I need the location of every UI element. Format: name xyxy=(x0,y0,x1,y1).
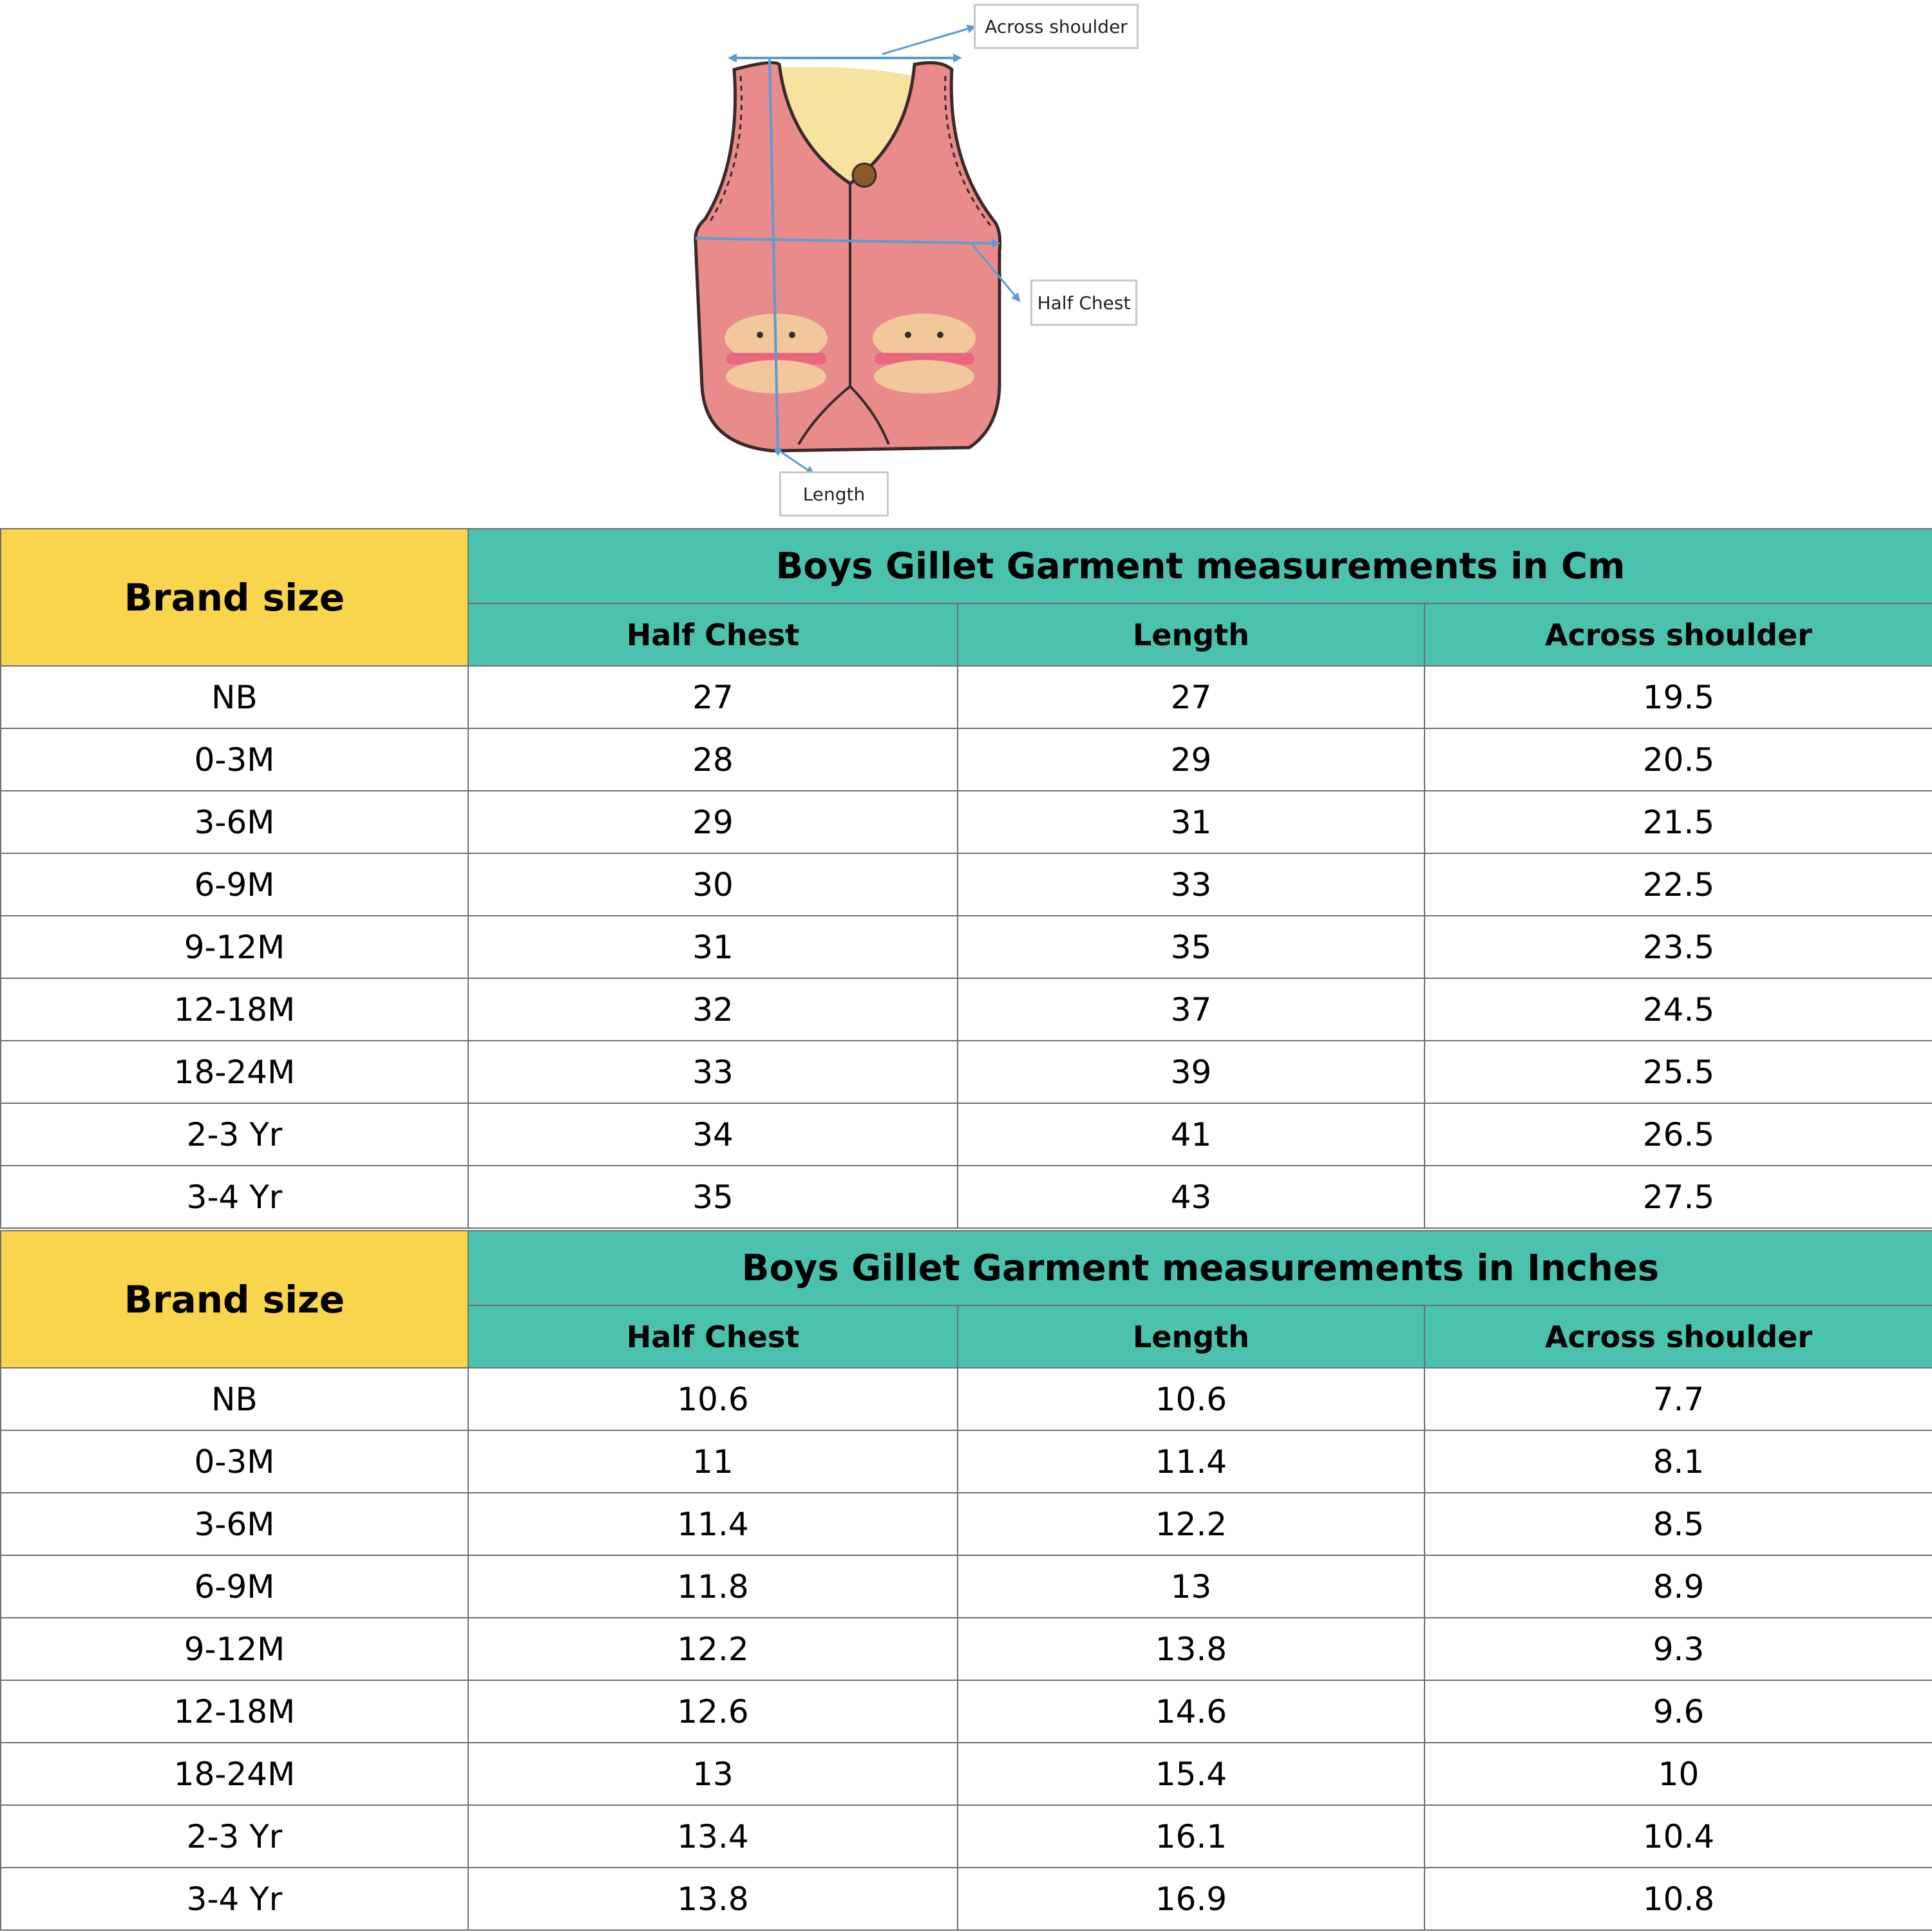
half-chest-cell: 34 xyxy=(468,1103,958,1166)
half-chest-cell: 11.8 xyxy=(468,1555,958,1618)
length-cell: 39 xyxy=(958,1041,1425,1103)
length-cell: 41 xyxy=(958,1103,1425,1166)
brand-size-cell: 18-24M xyxy=(1,1041,468,1103)
brand-size-header: Brand size xyxy=(1,1231,468,1368)
column-header-length: Length xyxy=(958,603,1425,666)
half-chest-cell: 11 xyxy=(468,1430,958,1493)
across-shoulder-cell: 7.7 xyxy=(1425,1368,1932,1430)
column-header-half-chest: Half Chest xyxy=(468,1305,958,1368)
brand-size-cell: NB xyxy=(1,1368,468,1430)
half-chest-cell: 29 xyxy=(468,791,958,853)
table-title-row xyxy=(1,529,1932,603)
table-row xyxy=(1,1868,1932,1930)
length-cell: 10.6 xyxy=(958,1368,1425,1430)
across-shoulder-leader xyxy=(882,27,974,54)
right-pocket-burger xyxy=(873,314,976,393)
across-shoulder-cell: 23.5 xyxy=(1425,916,1932,978)
length-cell: 35 xyxy=(958,916,1425,978)
half-chest-cell: 28 xyxy=(468,728,958,791)
length-cell: 33 xyxy=(958,853,1425,916)
brand-size-cell: NB xyxy=(1,666,468,728)
across-shoulder-cell: 8.9 xyxy=(1425,1555,1932,1618)
across-shoulder-cell: 10.4 xyxy=(1425,1805,1932,1868)
brand-size-header: Brand size xyxy=(1,529,468,666)
half-chest-cell: 33 xyxy=(468,1041,958,1103)
half-chest-cell: 35 xyxy=(468,1166,958,1228)
half-chest-cell: 32 xyxy=(468,978,958,1041)
across-shoulder-cell: 22.5 xyxy=(1425,853,1932,916)
garment-diagram xyxy=(0,0,1932,528)
table-row xyxy=(1,1493,1932,1555)
across-shoulder-cell: 19.5 xyxy=(1425,666,1932,728)
length-cell: 12.2 xyxy=(958,1493,1425,1555)
across-shoulder-cell: 9.6 xyxy=(1425,1680,1932,1743)
brand-size-cell: 0-3M xyxy=(1,1430,468,1493)
vest-button xyxy=(853,164,876,187)
table-row xyxy=(1,728,1932,791)
table-row xyxy=(1,1103,1932,1166)
brand-size-cell: 3-6M xyxy=(1,1493,468,1555)
brand-size-cell: 3-4 Yr xyxy=(1,1868,468,1930)
table-title: Boys Gillet Garment measurements in Cm xyxy=(468,529,1932,603)
across-shoulder-cell: 8.5 xyxy=(1425,1493,1932,1555)
length-cell: 27 xyxy=(958,666,1425,728)
table-row xyxy=(1,1618,1932,1680)
across-shoulder-cell: 9.3 xyxy=(1425,1618,1932,1680)
brand-size-cell: 18-24M xyxy=(1,1743,468,1805)
length-cell: 15.4 xyxy=(958,1743,1425,1805)
brand-size-cell: 2-3 Yr xyxy=(1,1103,468,1166)
half-chest-cell: 13 xyxy=(468,1743,958,1805)
callout-half-chest: Half Chest xyxy=(1030,279,1137,326)
length-cell: 14.6 xyxy=(958,1680,1425,1743)
table-row xyxy=(1,978,1932,1041)
half-chest-cell: 13.4 xyxy=(468,1805,958,1868)
table-row xyxy=(1,666,1932,728)
across-shoulder-cell: 27.5 xyxy=(1425,1166,1932,1228)
half-chest-cell: 12.2 xyxy=(468,1618,958,1680)
column-header-across-shoulder: Across shoulder xyxy=(1425,1305,1932,1368)
column-header-across-shoulder: Across shoulder xyxy=(1425,603,1932,666)
brand-size-cell: 12-18M xyxy=(1,978,468,1041)
across-shoulder-cell: 25.5 xyxy=(1425,1041,1932,1103)
half-chest-cell: 10.6 xyxy=(468,1368,958,1430)
brand-size-cell: 9-12M xyxy=(1,916,468,978)
table-row xyxy=(1,791,1932,853)
length-cell: 37 xyxy=(958,978,1425,1041)
brand-size-cell: 9-12M xyxy=(1,1618,468,1680)
half-chest-cell: 11.4 xyxy=(468,1493,958,1555)
column-header-half-chest: Half Chest xyxy=(468,603,958,666)
table-row xyxy=(1,853,1932,916)
table-body xyxy=(1,666,1932,1228)
brand-size-cell: 0-3M xyxy=(1,728,468,791)
brand-size-cell: 6-9M xyxy=(1,853,468,916)
table-row xyxy=(1,916,1932,978)
half-chest-cell: 12.6 xyxy=(468,1680,958,1743)
length-cell: 31 xyxy=(958,791,1425,853)
table-row xyxy=(1,1680,1932,1743)
table-title: Boys Gillet Garment measurements in Inches xyxy=(468,1231,1932,1305)
callout-length: Length xyxy=(779,471,889,516)
half-chest-cell: 31 xyxy=(468,916,958,978)
across-shoulder-cell: 20.5 xyxy=(1425,728,1932,791)
table-row xyxy=(1,1166,1932,1228)
table-body xyxy=(1,1368,1932,1930)
callout-across-shoulder: Across shoulder xyxy=(974,4,1139,49)
column-header-length: Length xyxy=(958,1305,1425,1368)
brand-size-cell: 6-9M xyxy=(1,1555,468,1618)
across-shoulder-cell: 26.5 xyxy=(1425,1103,1932,1166)
table-row xyxy=(1,1041,1932,1103)
half-chest-cell: 13.8 xyxy=(468,1868,958,1930)
brand-size-cell: 3-6M xyxy=(1,791,468,853)
across-shoulder-cell: 21.5 xyxy=(1425,791,1932,853)
length-cell: 13 xyxy=(958,1555,1425,1618)
length-cell: 13.8 xyxy=(958,1618,1425,1680)
brand-size-cell: 3-4 Yr xyxy=(1,1166,468,1228)
length-cell: 43 xyxy=(958,1166,1425,1228)
table-row xyxy=(1,1555,1932,1618)
length-cell: 11.4 xyxy=(958,1430,1425,1493)
table-row xyxy=(1,1743,1932,1805)
brand-size-cell: 2-3 Yr xyxy=(1,1805,468,1868)
across-shoulder-cell: 8.1 xyxy=(1425,1430,1932,1493)
table-row xyxy=(1,1368,1932,1430)
table-row xyxy=(1,1805,1932,1868)
length-leader xyxy=(779,451,813,473)
length-cell: 29 xyxy=(958,728,1425,791)
gillet-illustration xyxy=(0,0,1932,528)
across-shoulder-cell: 24.5 xyxy=(1425,978,1932,1041)
length-cell: 16.9 xyxy=(958,1868,1425,1930)
across-shoulder-cell: 10.8 xyxy=(1425,1868,1932,1930)
table-row xyxy=(1,1430,1932,1493)
length-cell: 16.1 xyxy=(958,1805,1425,1868)
table-title-row xyxy=(1,1231,1932,1305)
size-table-cm xyxy=(0,528,1932,1229)
half-chest-cell: 30 xyxy=(468,853,958,916)
across-shoulder-cell: 10 xyxy=(1425,1743,1932,1805)
size-table-inches xyxy=(0,1230,1932,1931)
half-chest-cell: 27 xyxy=(468,666,958,728)
brand-size-cell: 12-18M xyxy=(1,1680,468,1743)
